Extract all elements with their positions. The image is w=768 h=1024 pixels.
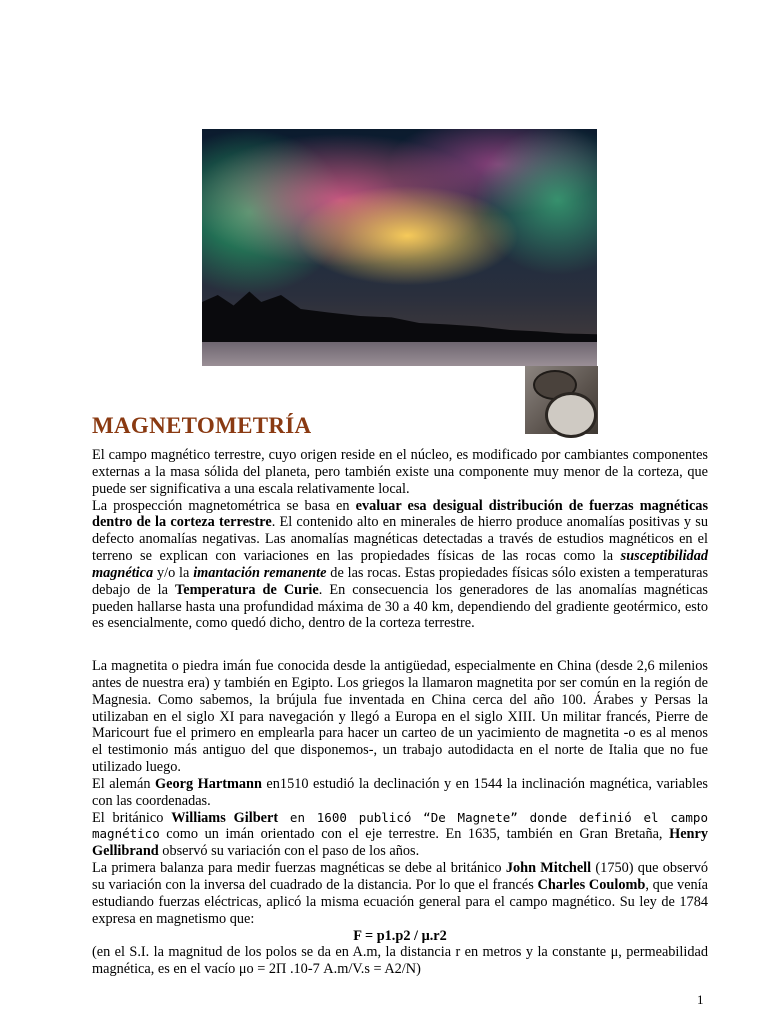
- paragraph-intro: El campo magnético terrestre, cuyo origen reside en el núcleo, es modificado por cambiantes componentes externas a la masa sólida del planeta, pero también existe una componente muy menor de la corteza, que puede ser significativa a una escala relativamente local.: [92, 447, 708, 497]
- paragraph-magnetita: La magnetita o piedra imán fue conocida desde la antigüedad, especialmente en China (desde 2,6 milenios antes de nuestra era) y también en Egipto. Los griegos la llamaron magnetita por ser común en la región de Magnesia. Como sabemos, la brújula fue inventada en China cerca del año 100. Árabes y Persas la utilizaban en el siglo XI para navegación y llegó a Europa en el siglo XIII. Un militar francés, Pierre de Maricourt fue el primero en emplearla para hacer un carteo de un yacimiento de magnetita -o es al menos el testimonio más antiguo del que disponemos-, un trabajo autodidacta en el norte de Italia que no fue utilizado luego.: [92, 658, 708, 776]
- aurora-photo: [202, 129, 597, 366]
- paragraph-hartmann: El alemán Georg Hartmann en1510 estudió la declinación y en 1544 la inclinación magnética, variables con las coordenadas.: [92, 775, 708, 809]
- paragraph-mitchell: La primera balanza para medir fuerzas magnéticas se debe al británico John Mitchell (1750) que observó su variación con la inversa del cuadrado de la distancia. Por lo que el francés Charles Coulomb, que venía estudiando fuerzas eléctricas, aplicó la misma ecuación general para el campo magnético. Su ley de 1784 expresa en magnetismo que:: [92, 860, 709, 927]
- paragraph-gilbert: El británico Williams Gilbert en 1600 publicó “De Magnete” donde definió el campo magnético como un imán orientado con el eje terrestre. En 1635, también en Gran Bretaña, Henry Gellibrand observó su variación con el paso de los años.: [92, 809, 708, 860]
- coulomb-formula: F = p1.p2 / μ.r2: [353, 927, 447, 944]
- frozen-lake: [202, 342, 597, 366]
- paragraph-prospeccion: La prospección magnetométrica se basa en evaluar esa desigual distribución de fuerzas magnéticas dentro de la corteza terrestre. El contenido alto en minerales de hierro produce anomalías positivas y su defecto anomalías negativas. Las anomalías magnéticas detectadas a través de estudios magnéticos en el terreno se explican con variaciones en las propiedades físicas de las rocas como la susceptibilidad magnética y/o la imantación remanente de las rocas. Estas propiedades físicas sólo existen a temperaturas debajo de la Temperatura de Curie. En consecuencia los generadores de las anomalías magnéticas pueden hallarse hasta una profundidad máxima de 30 a 40 km, dependiendo del gradiente geotérmico, esto es esencialmente, como quedó dicho, dentro de la corteza terrestre.: [92, 497, 709, 632]
- forest-silhouette: [202, 274, 597, 344]
- paragraph-units: (en el S.I. la magnitud de los polos se da en A.m, la distancia r en metros y la constante μ, permeabilidad magnética, es en el vacío μo = 2Π .10-7 A.m/V.s = A2/N): [92, 944, 708, 978]
- page-number: 1: [697, 992, 704, 1007]
- intro-section: [92, 447, 708, 632]
- compass-dial: [545, 392, 597, 438]
- page-title: MAGNETOMETRÍA: [92, 413, 312, 438]
- compass-photo: [525, 366, 598, 434]
- history-section: [92, 658, 708, 978]
